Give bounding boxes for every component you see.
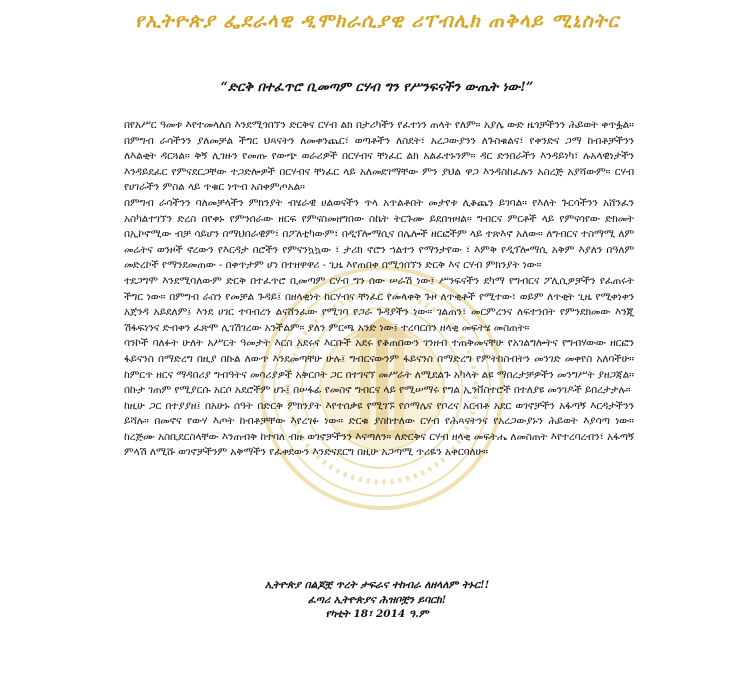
paragraph: ከዚሁ ጋር በተያያዘ፤ በአሁኑ ሰዓት በድርቅ ምክንያት እየተሰቃዩ የሚገኙ የሶማሌና የቦረና አርብቶ አደር ወገኖቻችን አፋጣኝ እርዳታችንን ይሻሉ። በመኖና የውሃ እጦት ከብቶቻቸው እየረገፉ ነው። ድርቁ ያስከተለው ርሃብ የሕጻናትንና የአረጋውያኑን ሕይወት እያሳጣ ነው። ከረጅሙ አስቢደርስላቸው እንጠብቅ ከተባለ ብዙ ወገኖቻችንን እናጣለን። ለድርቅና ርሃብ ዘላቂ መፍትሔ ለመስጠት እየተረባረብን፣ አፋጣኝ ምላሽ ለሚሹ ወገኖቻችንም አቅማችን የፈቀደውን እንድናደርግ በዚሁ አጋጣሚ ጥሪዬን አቀርባለሁ። xyxy=(124,399,634,459)
paragraph: ባንኮች ባለፉት ሁለት አሥርት ዓመታት እርስ አደሩና እርቡች አደሩ የቆጠበውን ገንዘብ ተጠቅመናቸሁ የአገልግሎትና የግብሃውው ዘርፎን ፋይናንስ በማድረግ በዚያ በኩል ለውጥ እንደመጣቸሁ ሁሉ፤ ግብርናውንም ፋይናንስ በማድረግ የምትከስብትን መንገድ መቀየስ አለባችሁ። ከምርጥ ዘርና ማዳበሪያ ግብዓትና መሳሪያዎች አቅርቦት ጋር በተገናኘ መሥራት ለሚደልጉ አካላት ልዩ ማበረታቻዎችን መንግሥት ያዘጋጃል። በኩታ ገጠም የሚያርሱ አርሶ አደሮችም ሆኑ፤ በሠፋፊ የመስኖ ግብርና ላይ የሚሠማሩ የግል ኢንቨስተሮች በተለያዩ መንገዶች ይበረታታሉ። xyxy=(124,337,634,397)
paragraph: በየአሥር ዓመቱ እየተመላለሰ እንደሚጎበኘን ድርቅና ርሃብ ልክ በታሪካችን የፈተነን ጠላት የለም። አያሌ ውድ ዜጎቻችንን ሕይወት ቀጥፏል። በምግብ ራሳችንን ያለመቻል ችግር ህጻናትን ለመቀንጨር፣ ወጣቶችን ለስደት፣ አረጋውያንን ለጉስቁልና፣ የቀንድና ጋማ ከብቶቻችንን ለእልቂት ዳርጓል። ቅኝ ሊገዙን የመጡ የውጭ ወራሪዎች በርሃብና ቸነፈር ልክ አልፈተኑንም። ዳር ድንበራችን እንዳይነካ፣ ሉአላዊነታችን እንዳይደፈር የምናደርጋቸው ተጋድሎዎች በርሃብና ቸነፈር ላይ አለመደገማቸው ምን ያህል ዋጋ እንዳስከፈሉን አስረጅ አያሻውም። ርሃብ የሀገራችን ምስል ላይ ጥቁር ነጥብ አስቀምጦአል። xyxy=(124,119,634,194)
letterhead-title: የኢትዮጵያ ፌደራላዊ ዲሞክራሲያዊ ሪፐብሊክ ጠቅላይ ሚኒስትር xyxy=(134,10,620,32)
headline-quote: “ድርቅ በተፈጥሮ ቢመጣም ርሃብ ግን የሥንፍናችን ውጤት ነው!” xyxy=(220,80,534,95)
paragraph: ተደጋግሞ እንደሚባለውም ድርቅ በተፈጥሮ ቢመጣም ርሃብ ግን ሰው ሠራሽ ነው፤ ሥንፍናችን ደካማ የግብርና ፖሊሲዎቻችን የፈጠሩት ችግር ነው። በምግብ ራስን የመቻል ጉዳይ፤ በዘላቂነት ከርሃብና ቸነፈር የመላቀቅ ጉዞ ለጥቂቶች የሚተው፣ ወይም ለጥቂት ጊዜ የሚቀነቀን አጀንዳ አይደለም፤ እንደ ሀገር ተባብረን ልናሸንፈው የሚገባ የጋራ ጉዳያችን ነው። ገልጠን፣ መርምረንና ለፍተንበት የምንደክመው እንጂ ሽፋፍነንና ድብቀን ፈጽሞ ሊገሽገረው አንችልም። ያለን ምርጫ አንድ ነው፤ ተረባርበን ዘላቂ መፍትሄ መስጠት። xyxy=(124,274,634,334)
closing-date: የካቲት 18፣ 2014 ዓ.ም xyxy=(325,608,429,620)
statement-body xyxy=(124,118,634,461)
closing-blessing: ፈጣሪ ኢትዮጵያና ሕዝቦቿን ይባርክ! xyxy=(307,593,447,606)
paragraph: በምግብ ራሳችንን ባለመቻላችን ምክንያት ብሄራዊ ሀልወናችን ጥላ አጥልቶበት መታየቱ ሊቆጨን ይገባል። የእለት ጉርሳችንን አሸንፈን አስካልተገኘን ድረስ በየቀኑ የምንሰራው ዘርፍ የምናስመዘግበው ስኬት ትርጉሙ ይደበዝዛል። ግብርና ምርቶች ላይ የምናሳየው ድክመት በኢኮኖሚው ብቻ ሳይሆን በማህበራዊም፣ በፖለቲካውም፣ በዲፕሎማሲና በሌሎች ዘርፎችም ላይ ተጽእኖ አለው። ለግብርና ተስማሚ ለም መሬትና ወንዞች ኖረውን የእርዳታ በሮችን የምናንኳኳው ፣ ታሪክ ኖሮን ኀልተን የማንታየው ፣ እምቅ የዲፕሎማሲ አቅም እያለን በዓለም መድረኮች የማንደመጠው - በቀጥታም ሆነ በተዘዋዋሪ - ጊዜ እየጠበቀ በሚጎበኘን ድርቅ እና ርሃብ ምክንያት ነው። xyxy=(124,196,634,272)
closing-block xyxy=(0,578,754,622)
closing-slogan: ኢትዮጵያ በልጆቿ ጥረት ታፍራና ተከብራ ለዘላለም ትኑር!! xyxy=(264,579,490,591)
